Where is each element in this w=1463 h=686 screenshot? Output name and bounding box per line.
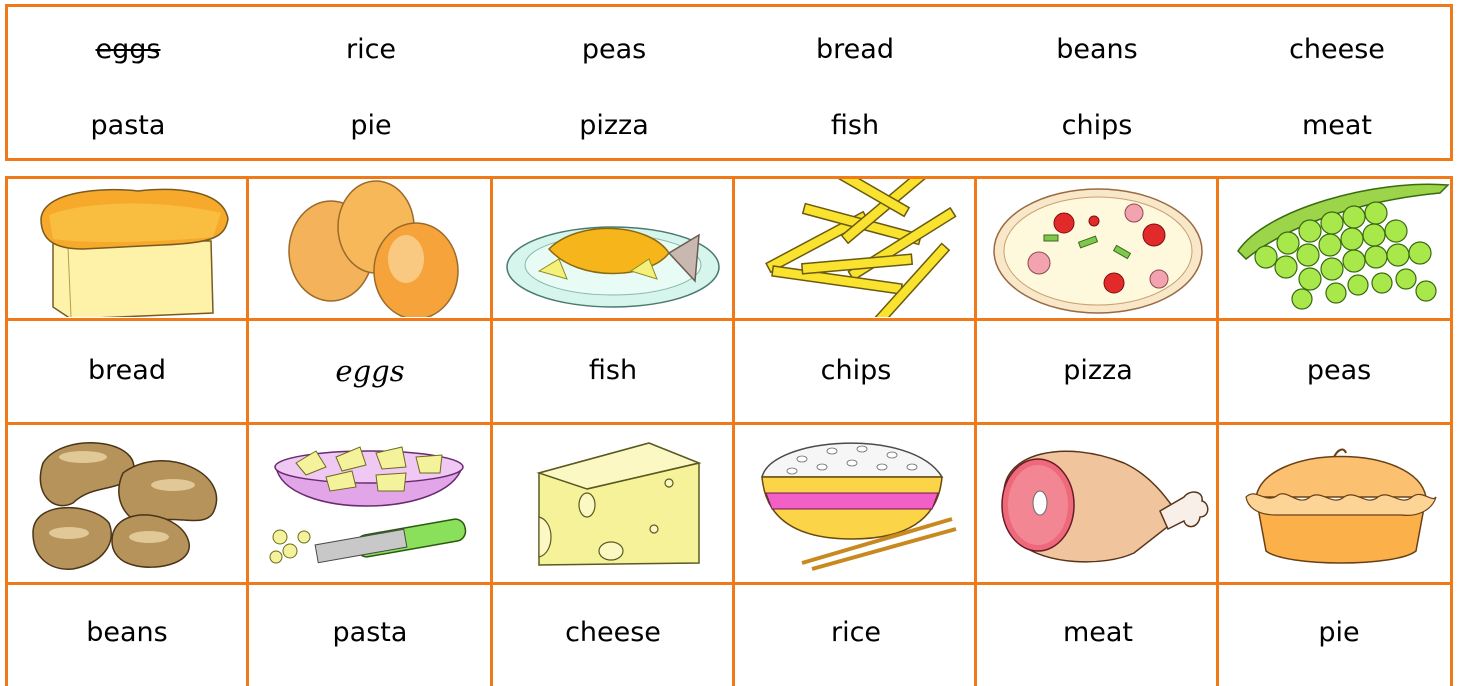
grid-divider [8,318,1450,321]
pizza-icon [984,179,1212,317]
rice-picture [742,433,970,571]
pie-picture [1226,433,1454,571]
chips-picture [742,179,970,317]
grid-divider [1216,179,1219,686]
bread-icon [13,179,241,317]
pizza-picture [984,179,1212,317]
label-cheese: cheese [565,617,661,648]
word-bank-word-bread: bread [816,34,894,65]
word-bank [5,4,1453,161]
meat-picture [984,433,1212,571]
label-pie: pie [1318,617,1360,648]
pie-icon [1226,433,1454,571]
label-bread: bread [88,355,166,386]
word-bank-word-eggs: eggs [95,34,161,65]
word-bank-word-meat: meat [1301,110,1373,141]
label-rice: rice [830,617,882,648]
word-bank-word-chips: chips [1061,110,1133,141]
beans-picture [13,433,241,571]
picture-grid [5,176,1453,686]
grid-divider [8,582,1450,585]
word-bank-word-peas: peas [581,34,647,65]
label-meat: meat [1062,617,1134,648]
word-bank-word-fish: fish [830,110,880,141]
label-chips: chips [820,355,892,386]
rice-icon [742,433,970,571]
word-bank-word-pasta: pasta [90,110,166,141]
peas-picture [1226,179,1454,317]
word-bank-word-cheese: cheese [1289,34,1385,65]
peas-icon [1226,179,1454,317]
label-pasta: pasta [332,617,408,648]
pasta-icon [256,433,484,571]
word-bank-word-pizza: pizza [579,110,649,141]
grid-divider [8,422,1450,425]
word-bank-word-beans: beans [1056,34,1138,65]
cheese-picture [499,433,727,571]
word-bank-word-pie: pie [350,110,392,141]
grid-divider [732,179,735,686]
grid-divider [490,179,493,686]
label-pizza: pizza [1063,355,1133,386]
label-fish: fish [588,355,638,386]
fish-icon [499,179,727,317]
chips-icon [742,179,970,317]
cheese-icon [499,433,727,571]
grid-divider [974,179,977,686]
meat-icon [984,433,1212,571]
grid-divider [246,179,249,686]
label-eggs: eggs [335,354,405,388]
eggs-picture [256,179,484,317]
label-beans: beans [86,617,168,648]
pasta-picture [256,433,484,571]
fish-picture [499,179,727,317]
bread-picture [13,179,241,317]
label-peas: peas [1306,355,1372,386]
eggs-icon [256,179,484,317]
beans-icon [13,433,241,571]
word-bank-word-rice: rice [345,34,397,65]
